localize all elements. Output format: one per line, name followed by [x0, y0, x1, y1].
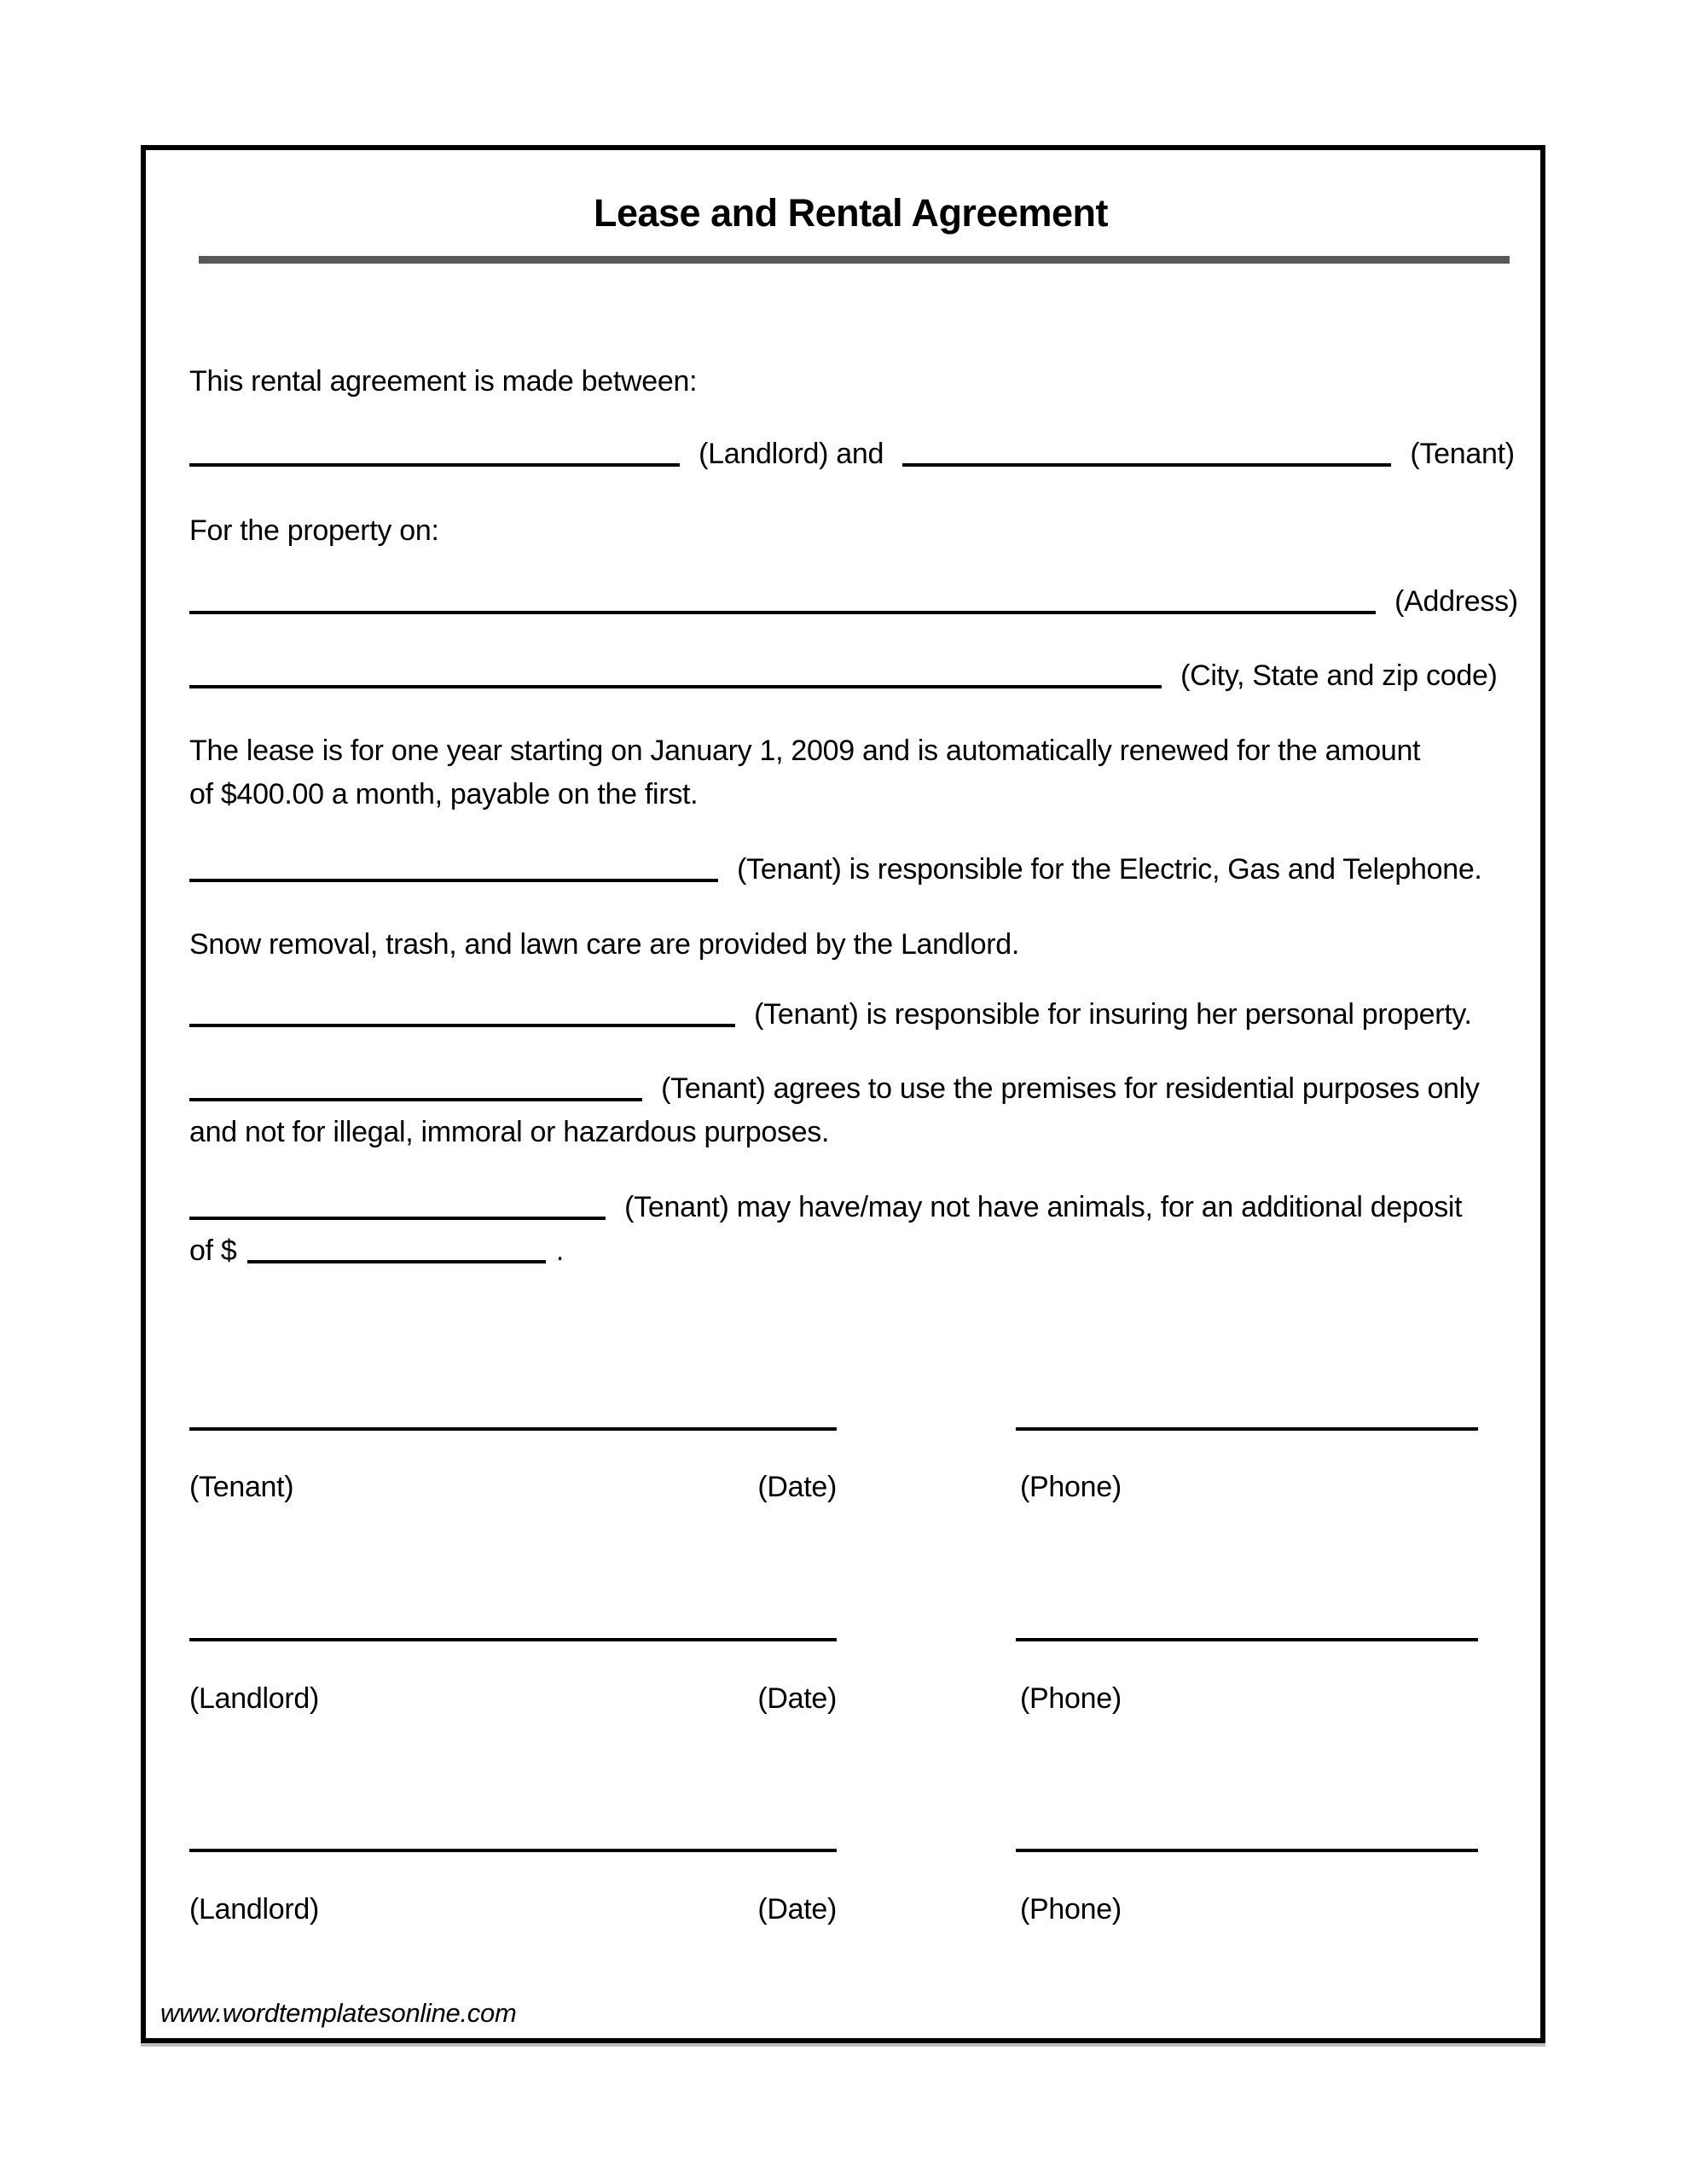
city-state-zip-label: (City, State and zip code): [1180, 659, 1498, 692]
animals-line-1: [189, 1186, 1462, 1229]
insurance-text: (Tenant) is responsible for insuring her personal property.: [754, 998, 1472, 1031]
landlord-phone-line-2: [1016, 1849, 1478, 1852]
page-title: Lease and Rental Agreement: [593, 191, 1109, 235]
landlord-services-line: Snow removal, trash, and lawn care are provided by the Landlord.: [189, 928, 1020, 961]
title-rule: [199, 256, 1510, 264]
landlord-phone-line-1: [1016, 1638, 1478, 1641]
parties-line: [189, 437, 1515, 471]
address-label: (Address): [1394, 585, 1518, 618]
deposit-period: .: [555, 1234, 564, 1267]
address-line: [189, 584, 1518, 619]
residential-use-text: (Tenant) agrees to use the premises for residential purposes only: [661, 1072, 1480, 1105]
tenant-phone-label: (Phone): [1020, 1471, 1122, 1503]
landlord-phone-label-2: (Phone): [1020, 1893, 1122, 1926]
deposit-prefix: of $: [189, 1234, 237, 1267]
tenant-name-blank: [902, 462, 1391, 467]
landlord-date-label-1: (Date): [757, 1682, 837, 1715]
residential-use-line-1: [189, 1067, 1480, 1111]
landlord-signature-label-2: (Landlord): [189, 1893, 319, 1926]
landlord-date-label-2: (Date): [757, 1893, 837, 1926]
tenant-animals-blank: [189, 1216, 606, 1220]
landlord-signature-labels-2: [189, 1893, 837, 1926]
residential-use-paragraph: [189, 1067, 1480, 1154]
landlord-phone-label-1: (Phone): [1020, 1682, 1122, 1715]
animals-text: (Tenant) may have/may not have animals, for an additional deposit: [624, 1191, 1463, 1223]
tenant-phone-line: [1016, 1427, 1478, 1431]
deposit-amount-blank: [247, 1259, 546, 1263]
city-state-zip-line: [189, 659, 1498, 693]
landlord-signature-line-2: [189, 1849, 837, 1852]
tenant-signature-label: (Tenant): [189, 1471, 294, 1503]
page: [141, 145, 1545, 2043]
footer-url: www.wordtemplatesonline.com: [160, 1998, 517, 2028]
tenant-residential-blank: [189, 1097, 642, 1101]
landlord-name-blank: [189, 462, 680, 467]
landlord-signature-line-1: [189, 1638, 837, 1641]
animals-paragraph: [189, 1186, 1462, 1273]
tenant-label: (Tenant): [1410, 438, 1515, 470]
tenant-date-label: (Date): [757, 1471, 837, 1503]
landlord-signature-labels-1: [189, 1682, 837, 1716]
tenant-signature-labels: [189, 1471, 837, 1504]
utilities-text: (Tenant) is responsible for the Electric, Gas and Telephone.: [737, 853, 1482, 886]
address-blank: [189, 610, 1376, 614]
lease-term-paragraph: [189, 729, 1420, 816]
tenant-signature-line: [189, 1427, 837, 1431]
intro-line: This rental agreement is made between:: [189, 365, 698, 398]
tenant-utilities-blank: [189, 878, 718, 882]
landlord-signature-label-1: (Landlord): [189, 1682, 319, 1715]
animals-deposit-line: [189, 1229, 1462, 1273]
residential-use-line-2: and not for illegal, immoral or hazardous purposes.: [189, 1116, 830, 1148]
tenant-insurance-blank: [189, 1023, 735, 1027]
landlord-label: (Landlord) and: [699, 438, 884, 470]
utilities-line: [189, 852, 1482, 886]
insurance-line: [189, 997, 1472, 1031]
property-heading: For the property on:: [189, 514, 439, 547]
lease-term-line-1: The lease is for one year starting on January 1, 2009 and is automatically renewed for the amount: [189, 735, 1421, 767]
lease-term-line-2: of $400.00 a month, payable on the first.: [189, 778, 699, 810]
city-state-zip-blank: [189, 684, 1162, 688]
